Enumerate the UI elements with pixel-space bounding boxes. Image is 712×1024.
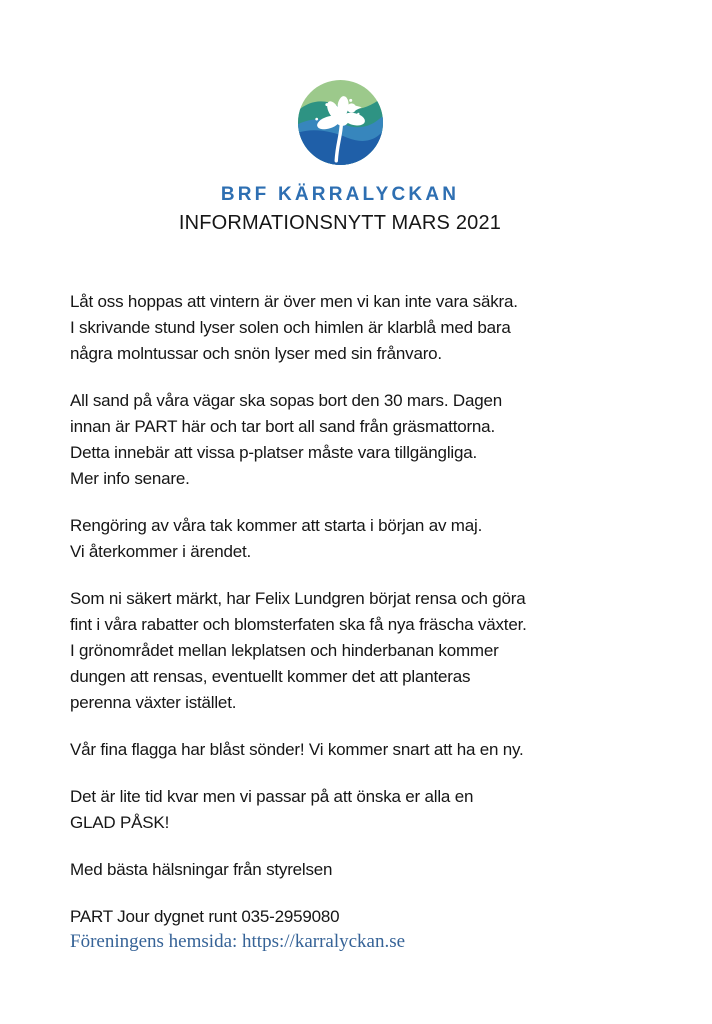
text-line: Vi återkommer i ärendet. — [70, 542, 252, 561]
paragraph — [70, 784, 712, 836]
text-line: I skrivande stund lyser solen och himlen är klarblå med bara — [70, 318, 511, 337]
signature-paragraph — [70, 857, 712, 883]
homepage-line — [70, 930, 712, 954]
paragraph — [70, 289, 712, 367]
text-line: All sand på våra vägar ska sopas bort den 30 mars. Dagen — [70, 391, 502, 410]
text-line: Detta innebär att vissa p-platser måste vara tillgängliga. — [70, 443, 478, 462]
newsletter-title: INFORMATIONSNYTT MARS 2021 — [178, 212, 502, 234]
text-line: Vår fina flagga har blåst sönder! Vi kommer snart att ha en ny. — [70, 740, 524, 759]
homepage-link[interactable]: https://karralyckan.se — [242, 931, 406, 952]
text-line: Med bästa hälsningar från styrelsen — [70, 860, 333, 879]
jour-contact-line: PART Jour dygnet runt 035-2959080 — [70, 907, 340, 926]
paragraph — [70, 513, 712, 565]
paragraph — [70, 586, 712, 716]
text-line: innan är PART här och tar bort all sand från gräsmattorna. — [70, 417, 495, 436]
header — [0, 0, 680, 235]
paragraph — [70, 737, 712, 763]
text-line: Det är lite tid kvar men vi passar på att önska er alla en — [70, 787, 474, 806]
brf-karralyckan-logo — [298, 80, 383, 165]
newsletter-body — [70, 289, 712, 954]
text-line: perenna växter istället. — [70, 693, 237, 712]
paragraph — [70, 388, 712, 492]
text-line: några molntussar och snön lyser med sin frånvaro. — [70, 344, 442, 363]
text-line: Som ni säkert märkt, har Felix Lundgren börjat rensa och göra — [70, 589, 526, 608]
homepage-label: Föreningens hemsida: — [70, 931, 238, 952]
brand-title: BRF KÄRRALYCKAN — [220, 184, 460, 205]
contact-block — [70, 904, 712, 954]
text-line: dungen att rensas, eventuellt kommer det att planteras — [70, 667, 471, 686]
text-line: GLAD PÅSK! — [70, 813, 170, 832]
text-line: Mer info senare. — [70, 469, 190, 488]
text-line: Rengöring av våra tak kommer att starta i början av maj. — [70, 516, 483, 535]
text-line: Låt oss hoppas att vintern är över men vi kan inte vara säkra. — [70, 292, 518, 311]
text-line: I grönområdet mellan lekplatsen och hinderbanan kommer — [70, 641, 499, 660]
text-line: fint i våra rabatter och blomsterfaten ska få nya fräscha växter. — [70, 615, 527, 634]
